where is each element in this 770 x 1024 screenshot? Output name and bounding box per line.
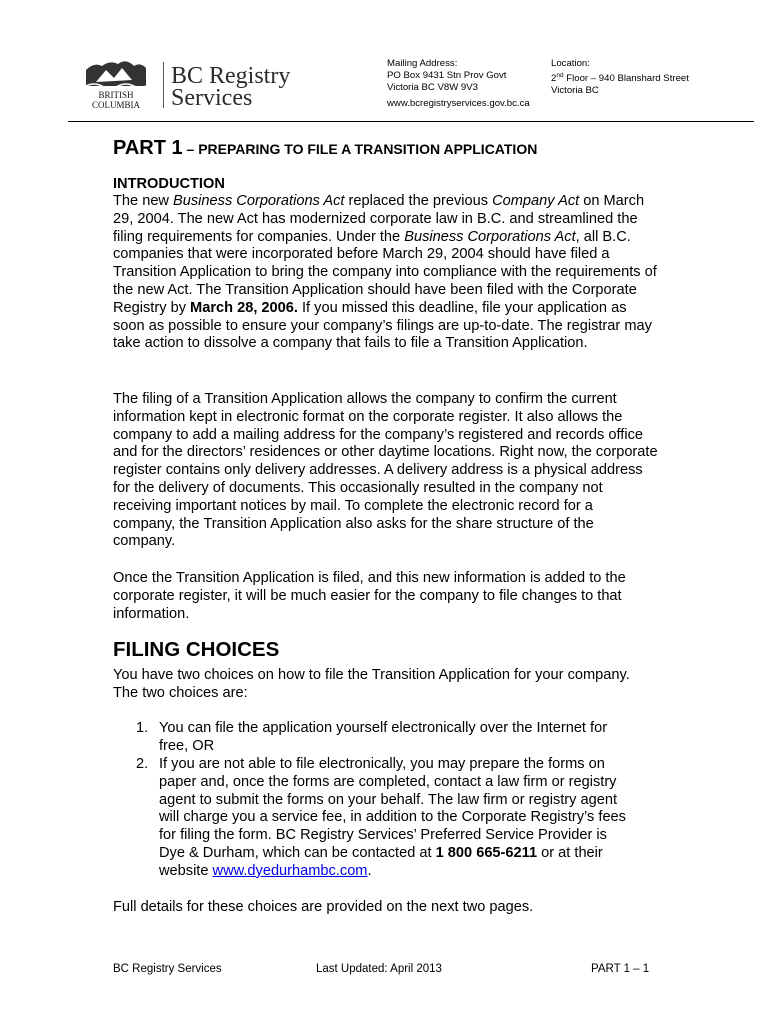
list-item [136,756,636,881]
p1-text-e: on March 29, 2004. The new Act has modernized corporate law in B.C. and streamlined the filing requirements for companies. Under the [113,193,645,245]
filing-choices-intro: You have two choices on how to file the Transition Application for your company. The two choices are: [113,667,630,701]
logo-title-line1: BC Registry [171,63,291,89]
intro-heading: INTRODUCTION [113,176,225,192]
list-item-number: 2. [136,756,149,772]
svg-text:COLUMBIA: COLUMBIA [91,100,141,110]
p1-text-a: The new [113,193,174,209]
list-item-number: 1. [136,720,149,736]
part-title-text: – PREPARING TO FILE A TRANSITION APPLICATION [182,141,538,157]
item2-text-a: If you are not able to file electronically, you may prepare the forms on paper and, once the forms are completed, contact a law firm or registry agent to submit the forms on your behalf. The law firm or registry agent will charge you a service fee, in addition to the Corporate Registry’s fees for filing the form. BC Registry Services’ Preferred Service Provider is Dye & Durham, which can be contacted at [159,756,626,861]
mailing-line2: Victoria BC V8W 9V3 [387,82,478,93]
list-item-text: You can file the application yourself electronically over the Internet for free, OR [159,720,608,754]
p1-act-name: Business Corporations Act [173,193,345,209]
mailing-label: Mailing Address: [387,58,458,69]
location-line2: Victoria BC [551,85,599,97]
svg-text:BRITISH: BRITISH [98,90,134,100]
header-rule [68,121,754,122]
location-floor: 2 [551,73,557,85]
dye-durham-link[interactable]: www.dyedurhambc.com [212,862,368,879]
mailing-address [387,58,506,94]
p1-text-i: If you missed this deadline, file your application as soon as possible to ensure your company’s filings are up-to-date. The registrar may take action to dissolve a company that fails to file a Transition Application. [113,299,652,352]
footer-updated: Last Updated: April 2013 [316,963,442,975]
location-floor-suffix: nd [556,72,564,79]
footer-org: BC Registry Services [113,963,222,975]
logo-title-line2: Services [171,85,253,111]
p1-deadline: March 28, 2006. [190,299,298,316]
item2-text-b: or at their website [159,844,603,879]
intro-paragraph-3: Once the Transition Application is filed, and this new information is added to the corporate register, it will be much easier for the company to file changes to that information. [113,570,626,622]
filing-choices-heading: FILING CHOICES [113,638,280,661]
location-address [551,58,689,97]
logo-divider [163,62,164,108]
p1-old-act-name: Company Act [492,193,580,209]
intro-paragraph-2: The filing of a Transition Application allows the company to confirm the current information kept in electronic format on the corporate register. It also allows the company to add a mailing address for the company’s registered and records office and for the directors’ residences or other daytime locations. Right now, the corporate register contains only delivery addresses. A delivery address is a physical address for the delivery of documents. This occasionally resulted in the company not receiving important notices by mail. To complete the electronic record for a company, the Transition Application also asks for the share structure of the company. [113,391,658,550]
list-item-text [159,756,636,881]
list-item [136,720,636,756]
p1-text-g: , all B.C. companies that were incorporated before March 29, 2004 should have filed a Transition Application to bring the company into compliance with the requirements of the new Act. The Transition Application should have been filed with the Corporate Registry by [113,228,657,316]
location-street: Floor – 940 Blanshard Street [563,73,689,85]
part-number: PART 1 [113,137,183,159]
item2-text-c: . [367,862,372,879]
phone-number: 1 800 665-6211 [435,844,538,861]
mailing-line1: PO Box 9431 Stn Prov Govt [387,70,507,81]
p1-text-c: replaced the previous [344,193,493,209]
full-details-note: Full details for these choices are provided on the next two pages. [113,899,534,915]
bc-government-logo [74,58,162,110]
footer-page-number: PART 1 – 1 [591,963,650,975]
location-label: Location: [551,58,590,69]
p1-act-name-2: Business Corporations Act [404,228,576,245]
page-title [113,137,537,160]
intro-paragraph-1 [113,193,658,353]
website-link[interactable]: www.bcregistryservices.gov.bc.ca [387,98,530,109]
location-line1 [551,70,689,85]
